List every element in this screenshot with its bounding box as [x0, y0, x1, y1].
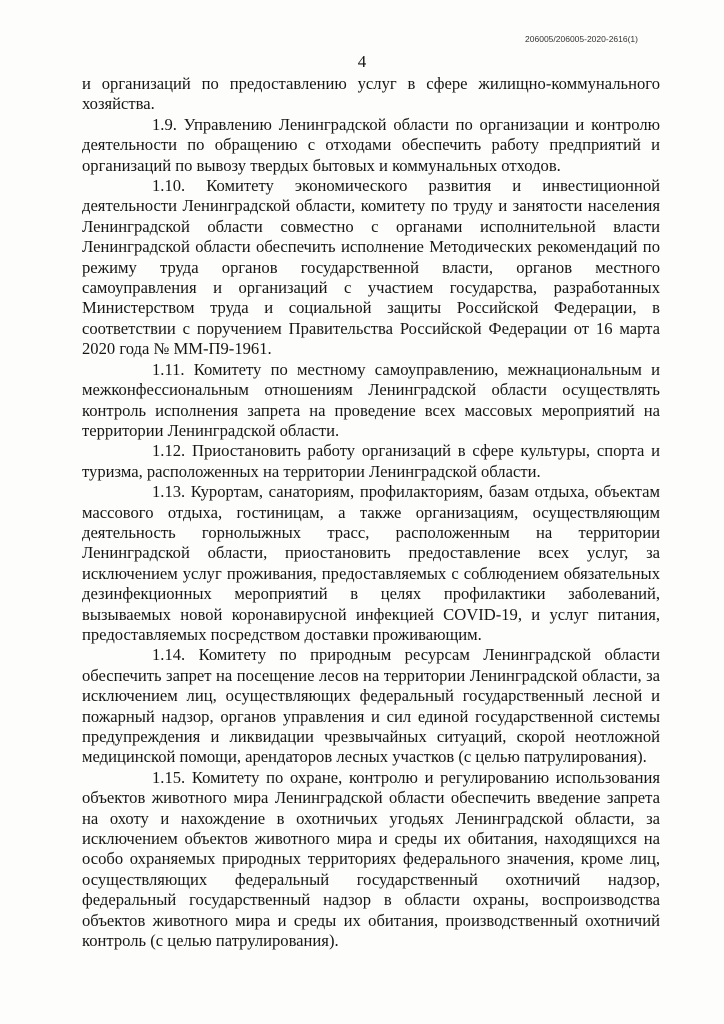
- document-id: 206005/206005-2020-2616(1): [525, 34, 638, 44]
- paragraph-1-9: 1.9. Управлению Ленинградской области по организации и контролю деятельности по обращению с отходами обеспечить работу предприятий и организаций по вывозу твердых бытовых и коммунальных отходов.: [82, 114, 660, 175]
- paragraph-1-15: 1.15. Комитету по охране, контролю и регулированию использования объектов животного мира Ленинградской области обеспечить введение запрета на охоту и нахождение в охотничьих угодьях Ленинградской области, за исключением объектов животного мира и среды их обитания, находящихся на особо охраняемых природных территориях федерального значения, кроме лиц, осуществляющих федеральный государственный охотничий надзор, федеральный государственный надзор в области охраны, воспроизводства объектов животного мира и среды их обитания, производственный охотничий контроль (с целью патрулирования).: [82, 767, 660, 951]
- paragraph-1-14: 1.14. Комитету по природным ресурсам Ленинградской области обеспечить запрет на посещение лесов на территории Ленинградской области, за исключением лиц, осуществляющих федеральный государственный лесной и пожарный надзор, органов управления и сил единой государственной системы предупреждения и ликвидации чрезвычайных ситуаций, скорой неотложной медицинской помощи, арендаторов лесных участков (с целью патрулирования).: [82, 645, 660, 767]
- paragraph-1-13: 1.13. Курортам, санаториям, профилакториям, базам отдыха, объектам массового отдыха, гостиницам, а также организациям, осуществляющим деятельность горнолыжных трасс, расположенным на территории Ленинградской области, приостановить предоставление всех услуг, за исключением услуг проживания, предоставляемых с соблюдением обязательных дезинфекционных мероприятий в целях профилактики заболеваний, вызываемых новой коронавирусной инфекцией COVID-19, и услуг питания, предоставляемых посредством доставки проживающим.: [82, 482, 660, 644]
- page-number: 4: [357, 52, 367, 71]
- paragraph-continuation: и организаций по предоставлению услуг в сфере жилищно-коммунального хозяйства.: [82, 74, 660, 114]
- paragraph-1-10: 1.10. Комитету экономического развития и инвестиционной деятельности Ленинградской области, комитету по труду и занятости населения Ленинградской области совместно с органами исполнительной власти Ленинградской области обеспечить исполнение Методических рекомендаций по режиму труда органов государственной власти, органов местного самоуправления и организаций с участием государства, разработанных Министерством труда и социальной защиты Российской Федерации, в соответствии с поручением Правительства Российской Федерации от 16 марта 2020 года № ММ-П9-1961.: [82, 176, 660, 359]
- paragraph-1-12: 1.12. Приостановить работу организаций в сфере культуры, спорта и туризма, расположенных на территории Ленинградской области.: [82, 441, 660, 481]
- document-body: [82, 74, 660, 951]
- paragraph-1-11: 1.11. Комитету по местному самоуправлению, межнациональным и межконфессиональным отношениям Ленинградской области осуществлять контроль исполнения запрета на проведение всех массовых мероприятий на территории Ленинградской области.: [82, 359, 660, 440]
